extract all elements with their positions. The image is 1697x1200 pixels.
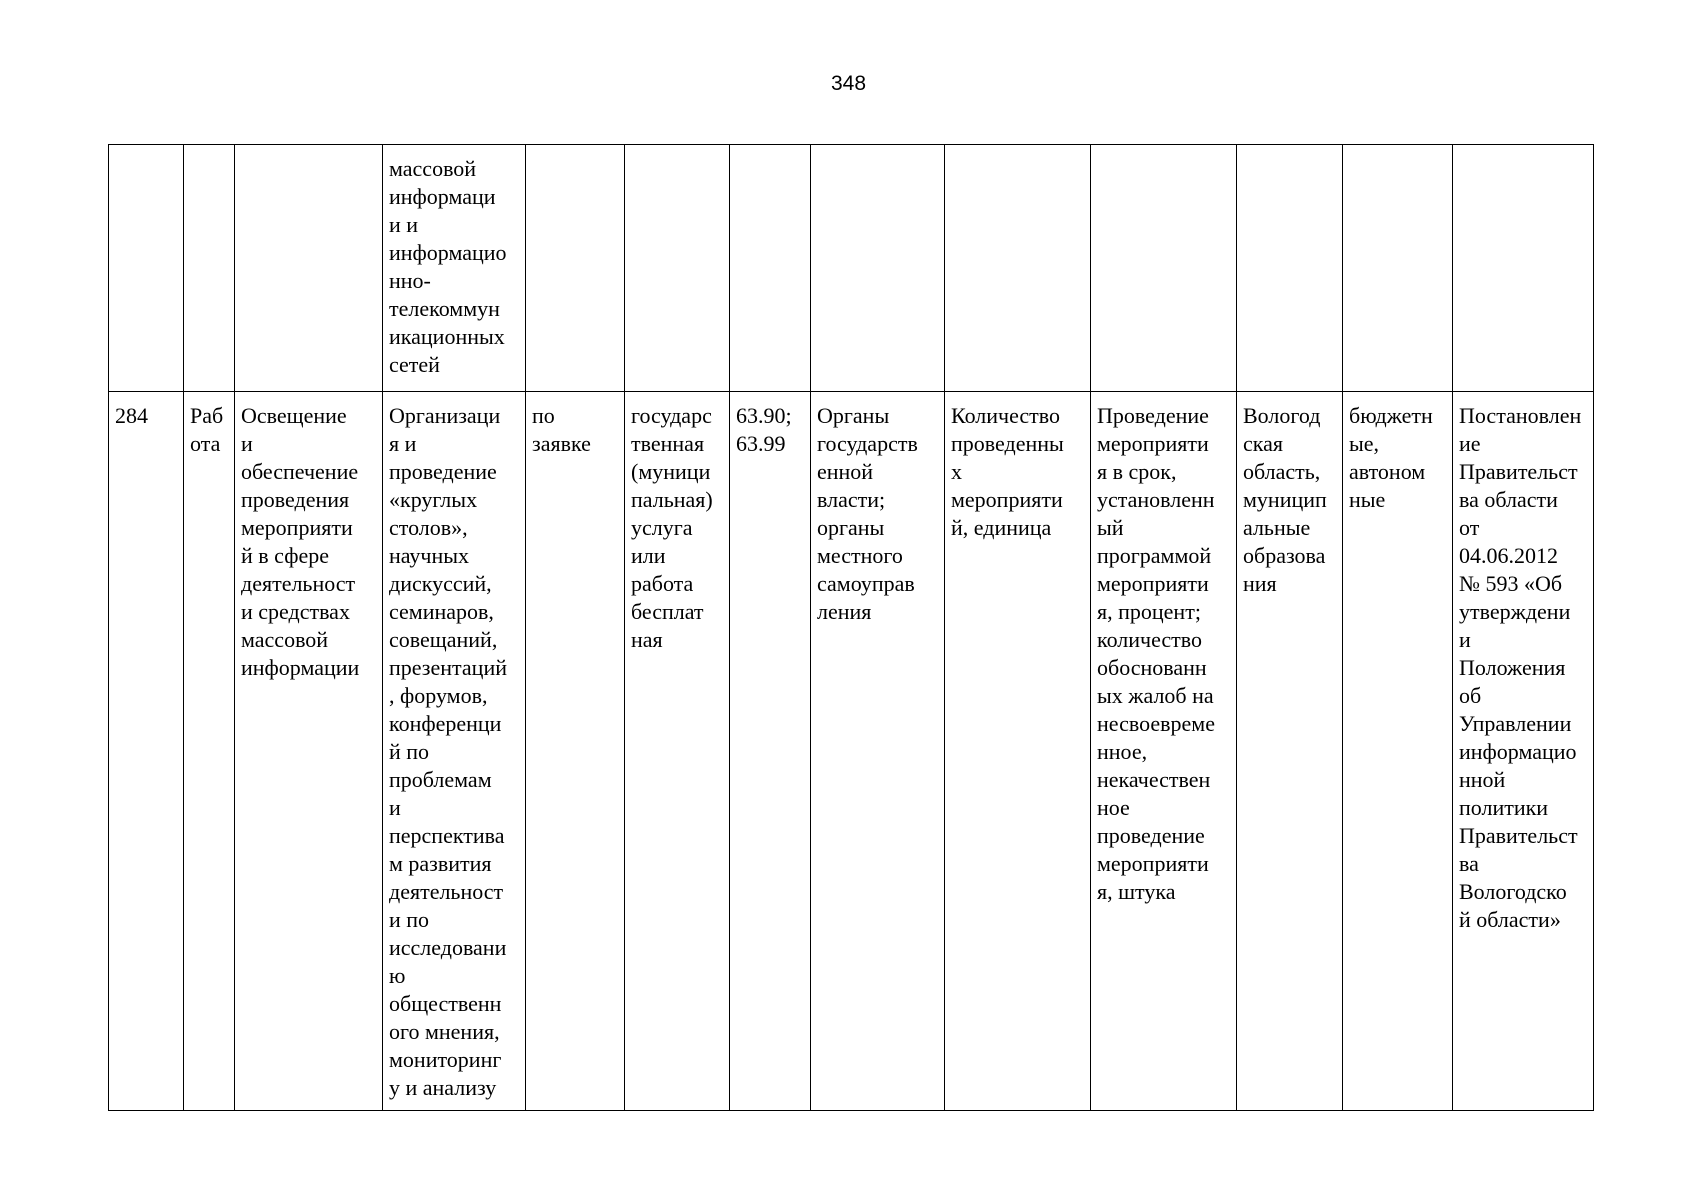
table-row (109, 145, 1594, 392)
service-type-cell: государс твенная (муници пальная) услуга или работа бесплат ная (625, 392, 730, 1111)
institution-type-cell: бюджетн ые, автоном ные (1343, 392, 1453, 1111)
table-cell (1237, 145, 1343, 392)
table-cell (109, 145, 184, 392)
table-cell (235, 145, 383, 392)
table-cell (1343, 145, 1453, 392)
table-cell (811, 145, 945, 392)
services-table (108, 144, 1594, 1111)
table-row (109, 392, 1594, 1111)
volume-indicator-cell: Количество проведенны х мероприяти й, единица (945, 392, 1091, 1111)
table-cell: массовой информаци и и информацио нно- телекоммун икационных сетей (383, 145, 526, 392)
conditions-cell: по заявке (526, 392, 625, 1111)
quality-indicator-cell: Проведение мероприяти я в срок, установленн ый программой мероприяти я, процент; количество обоснованн ых жалоб на несвоевреме нное, некачествен ное проведение мероприяти я, штука (1091, 392, 1237, 1111)
table-cell (1453, 145, 1594, 392)
table-cell (945, 145, 1091, 392)
row-number-cell: 284 (109, 392, 184, 1111)
table-cell (1091, 145, 1237, 392)
name-cell: Освещение и обеспечение проведения мероприяти й в сфере деятельност и средствах массовой информации (235, 392, 383, 1111)
table-cell (730, 145, 811, 392)
content-cell: Организаци я и проведение «круглых столов», научных дискуссий, семинаров, совещаний, презентаций , форумов, конференци й по проблемам и перспектива м развития деятельност и по исследовани ю общественн ого мнения, мониторинг у и анализу (383, 392, 526, 1111)
table-cell (625, 145, 730, 392)
page-number: 348 (830, 72, 867, 95)
territory-cell: Вологод ская область, муницип альные образова ния (1237, 392, 1343, 1111)
type-cell: Раб ота (184, 392, 235, 1111)
table-cell (184, 145, 235, 392)
legal-basis-cell: Постановлен ие Правительст ва области от 04.06.2012 № 593 «Об утверждени и Положения об Управлении информацио нной политики Правительст ва Вологодско й области» (1453, 392, 1594, 1111)
consumers-cell: Органы государств енной власти; органы местного самоуправ ления (811, 392, 945, 1111)
okved-cell: 63.90; 63.99 (730, 392, 811, 1111)
table-cell (526, 145, 625, 392)
